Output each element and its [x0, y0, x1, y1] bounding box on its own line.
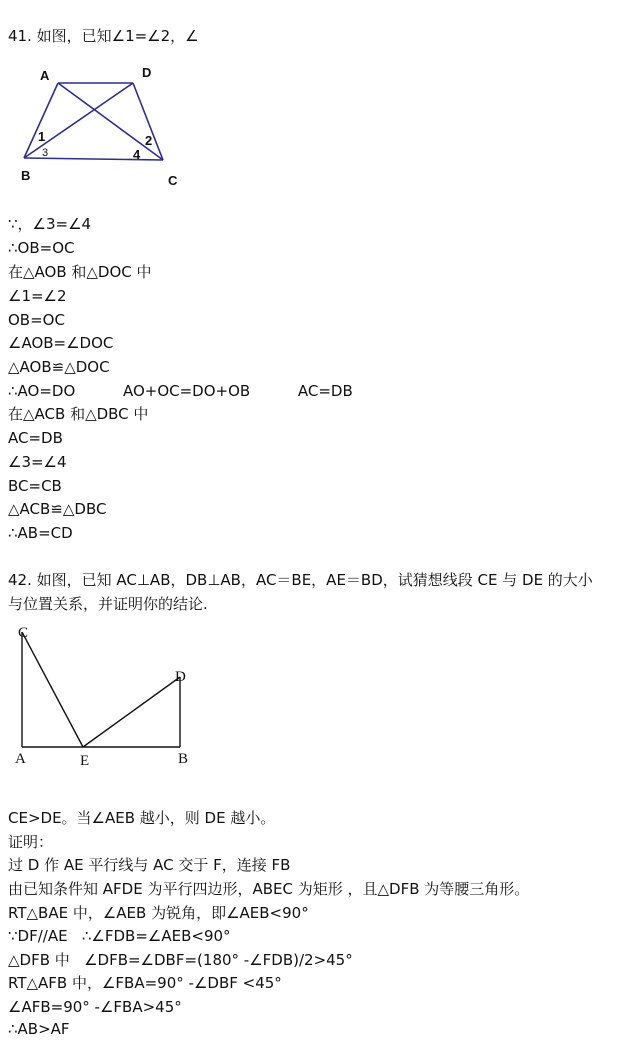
label-D: D	[142, 65, 152, 80]
label-E: E	[80, 753, 90, 769]
angle-2: 2	[145, 133, 153, 148]
problem41-title: 41. 如图，已知∠1=∠2，∠	[8, 27, 199, 45]
p42-line-7: △DFB 中 ∠DFB=∠DBF=(180° -∠FDB)/2>45°	[8, 951, 353, 969]
p41-line-13: △ACB≌△DBC	[8, 500, 107, 518]
problem42-title-2: 与位置关系，并证明你的结论.	[8, 595, 208, 613]
p41-line-9: 在△ACB 和△DBC 中	[8, 405, 149, 423]
label-C: C	[168, 173, 178, 188]
p42-line-6: ∵DF//AE ∴∠FDB=∠AEB<90°	[8, 927, 231, 945]
p42-line-8: RT△AFB 中，∠FBA=90° -∠DBF <45°	[8, 974, 282, 992]
angle-1: 1	[38, 129, 46, 144]
angle-4: 4	[133, 147, 141, 162]
p41-line-12: BC=CB	[8, 477, 62, 495]
p41-line-11: ∠3=∠4	[8, 453, 67, 471]
label-A: A	[40, 68, 50, 83]
angle-3: 3	[42, 147, 49, 159]
label-D: D	[175, 669, 186, 685]
p41-line-2: ∴OB=OC	[8, 239, 75, 257]
p42-line-5: RT△BAE 中，∠AEB 为锐角，即∠AEB<90°	[8, 904, 309, 922]
label-B: B	[21, 168, 31, 183]
p42-line-1: CE>DE。当∠AEB 越小，则 DE 越小。	[8, 809, 276, 827]
label-B: B	[178, 751, 189, 767]
problem41-figure	[0, 0, 200, 200]
p41-line-7: △AOB≌△DOC	[8, 358, 110, 376]
p42-line-9: ∠AFB=90° -∠FBA>45°	[8, 998, 182, 1016]
p42-line-3: 过 D 作 AE 平行线与 AC 交于 F，连接 FB	[8, 856, 291, 874]
p41-line-14: ∴AB=CD	[8, 524, 73, 542]
p41-line-1: ∵，∠3=∠4	[8, 215, 92, 233]
p41-line-8: ∴AO=DO AO+OC=DO+OB AC=DB	[8, 382, 353, 400]
p42-line-10: ∴AB>AF	[8, 1020, 70, 1038]
p41-line-10: AC=DB	[8, 429, 63, 447]
label-C: C	[18, 625, 29, 641]
p41-line-6: ∠AOB=∠DOC	[8, 334, 114, 352]
p41-line-4: ∠1=∠2	[8, 287, 67, 305]
problem42-figure	[0, 620, 220, 780]
p41-line-3: 在△AOB 和△DOC 中	[8, 263, 152, 281]
problem42-title-1: 42. 如图，已知 AC⊥AB，DB⊥AB，AC＝BE，AE＝BD，试猜想线段 CE 与 DE 的大小	[8, 571, 593, 589]
label-A: A	[15, 751, 26, 767]
p41-line-5: OB=OC	[8, 311, 65, 329]
p42-line-2: 证明：	[8, 833, 54, 851]
p42-line-4: 由已知条件知 AFDE 为平行四边形，ABEC 为矩形 ，且△DFB 为等腰三角形。	[8, 880, 530, 898]
faded-region	[212, 24, 422, 50]
